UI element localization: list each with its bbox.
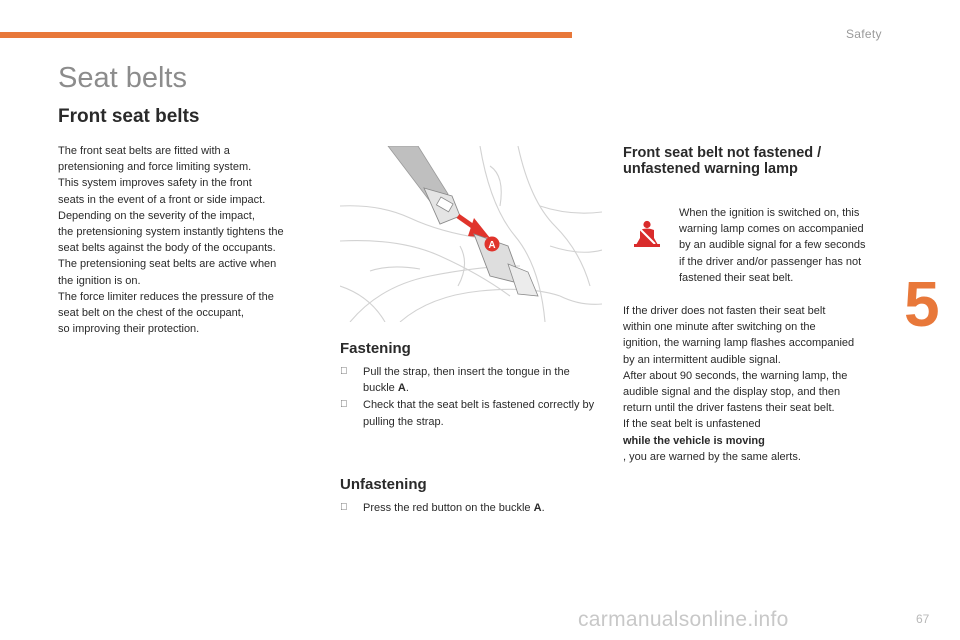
lamp-line: warning lamp comes on accompanied xyxy=(679,223,864,236)
lamp-line: fastened their seat belt. xyxy=(679,271,794,284)
heading-line: unfastened warning lamp xyxy=(623,161,798,177)
section-heading-front-seat-belts: Front seat belts xyxy=(58,106,200,127)
body-line: ignition, the warning lamp flashes accompanied xyxy=(623,337,855,350)
seat-belt-drawing xyxy=(340,146,602,322)
seat-belt-warning-icon xyxy=(632,220,662,248)
body-line: If the driver does not fasten their seat belt xyxy=(623,305,826,317)
chapter-number: 5 xyxy=(904,268,940,340)
intro-line: seat belt on the chest of the occupant, xyxy=(58,307,244,320)
lamp-line: When the ignition is switched on, this xyxy=(679,207,860,219)
list-item xyxy=(340,364,602,396)
heading-unfastening: Unfastening xyxy=(340,476,427,493)
step-text: Check that the seat belt is fastened correctly by pulling the strap. xyxy=(363,399,595,428)
final-post: , you are warned by the same alerts. xyxy=(623,450,801,463)
intro-line: The pretensioning seat belts are active when xyxy=(58,258,277,271)
list-item xyxy=(340,500,602,516)
intro-line: the ignition is on. xyxy=(58,274,141,287)
step-ref: A xyxy=(533,502,542,514)
section-label: Safety xyxy=(846,27,882,41)
intro-line: seats in the event of a front or side impact. xyxy=(58,193,266,206)
step-ref: A xyxy=(397,382,406,395)
list-item xyxy=(340,397,602,429)
bullet-icon xyxy=(340,364,348,380)
body-line: by an intermittent audible signal. xyxy=(623,353,781,366)
bullet-icon xyxy=(340,397,348,413)
intro-line: The force limiter reduces the pressure of the xyxy=(58,290,274,303)
warning-body-paragraph xyxy=(623,303,891,465)
watermark-link[interactable]: carmanualsonline.info xyxy=(578,608,789,631)
intro-line: the pretensioning system instantly tightens the xyxy=(58,226,284,239)
step-tail: . xyxy=(405,382,409,395)
step-text: Pull the strap, then insert the tongue in the buckle xyxy=(363,366,570,395)
step-text: Press the red button on the buckle xyxy=(363,502,534,514)
buckle-label-text: A xyxy=(488,240,496,251)
intro-line: Depending on the severity of the impact, xyxy=(58,209,255,222)
heading-line: Front seat belt not fastened / xyxy=(623,145,822,161)
heading-fastening: Fastening xyxy=(340,340,411,357)
lamp-line: by an audible signal for a few seconds xyxy=(679,239,866,252)
intro-line: seat belts against the body of the occupants. xyxy=(58,242,276,255)
intro-line: The front seat belts are fitted with a xyxy=(58,145,230,157)
heading-warning-lamp xyxy=(623,145,883,177)
page-number: 67 xyxy=(916,612,930,626)
seat-belt-illustration xyxy=(340,146,602,322)
warning-lamp-description xyxy=(679,205,889,286)
intro-line: pretensioning and force limiting system. xyxy=(58,161,252,174)
body-line: return until the driver fastens their seat belt. xyxy=(623,402,835,415)
body-line: audible signal and the display stop, and then xyxy=(623,386,841,399)
step-tail: . xyxy=(541,502,545,514)
intro-line: This system improves safety in the front xyxy=(58,177,252,190)
body-line: After about 90 seconds, the warning lamp, the xyxy=(623,369,848,382)
bullet-icon xyxy=(340,500,348,516)
body-line-final xyxy=(623,416,891,465)
final-bold: while the vehicle is moving xyxy=(623,434,765,447)
lamp-line: if the driver and/or passenger has not xyxy=(679,255,862,268)
intro-line: so improving their protection. xyxy=(58,323,200,336)
accent-bar xyxy=(0,32,572,38)
unfastening-steps xyxy=(340,500,602,517)
final-pre: If the seat belt is unfastened xyxy=(623,418,761,431)
page-title: Seat belts xyxy=(58,62,187,94)
fastening-steps xyxy=(340,364,602,431)
intro-paragraph xyxy=(58,143,316,337)
body-line: within one minute after switching on the xyxy=(623,321,816,334)
